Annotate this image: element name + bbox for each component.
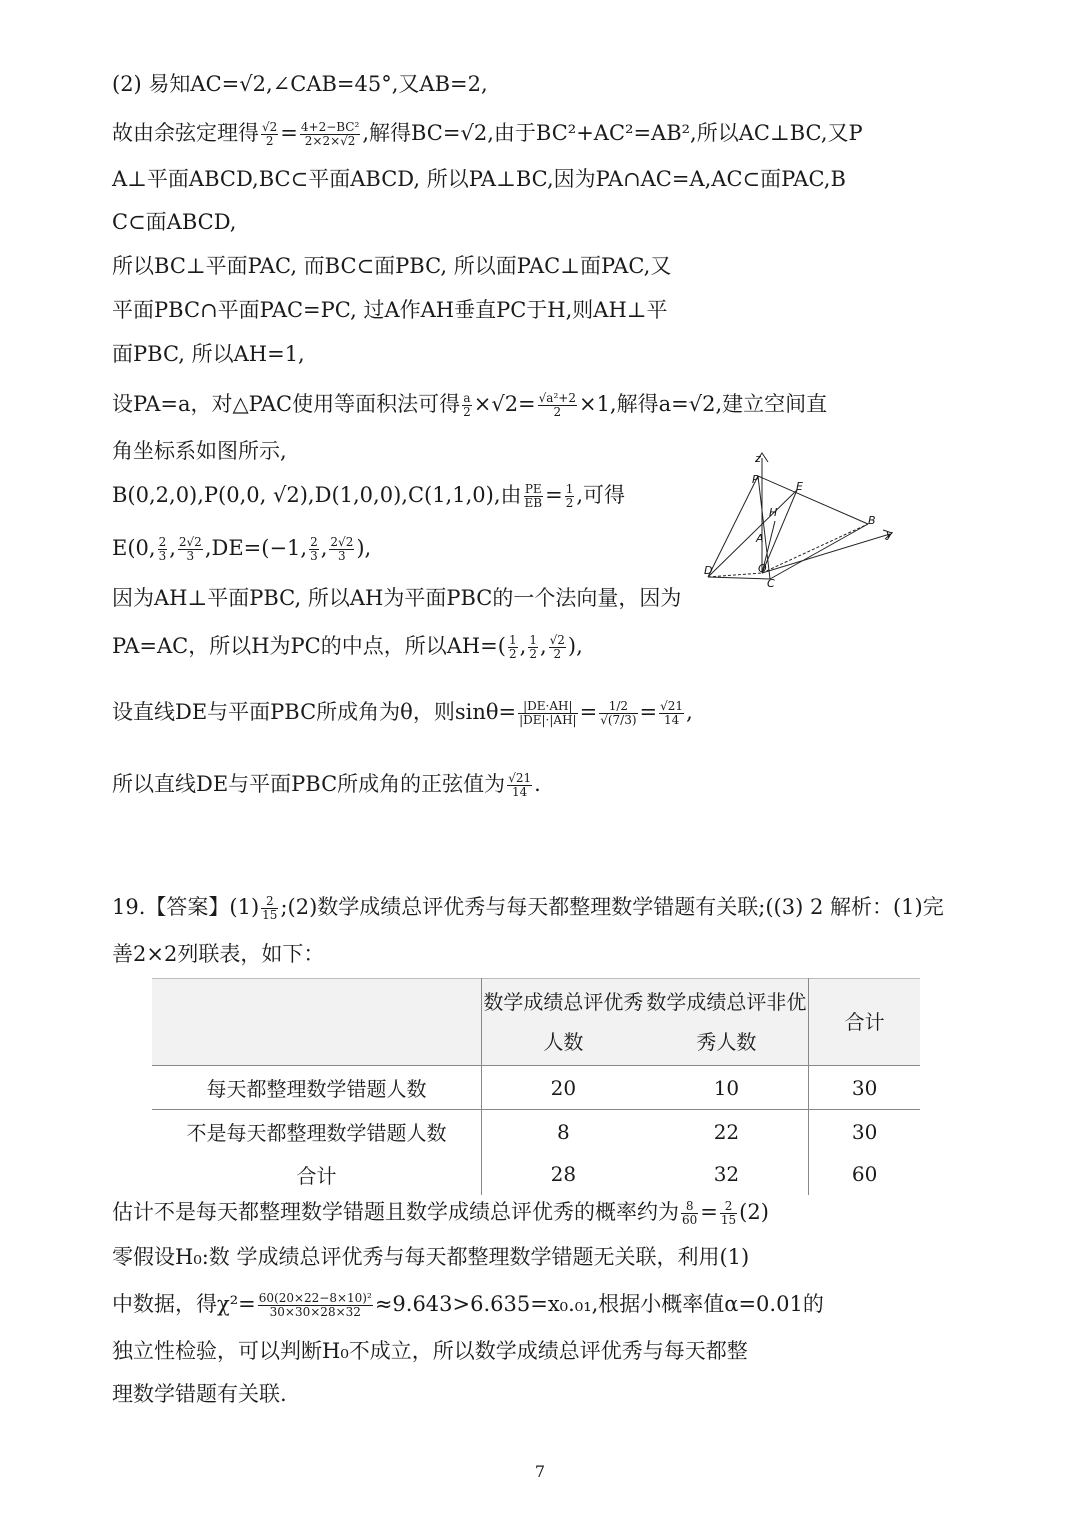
numerator: 1/2 [599,700,637,714]
text: 19.【答案】(1) [112,895,260,919]
sol-line-14 [112,698,693,727]
denominator: 14 [512,785,528,799]
header-cell: 数学成绩总评非优秀人数 [645,979,809,1066]
edge-do [708,573,762,577]
table-cell: 60 [851,1162,878,1186]
text: ), [356,536,372,560]
fraction [518,700,578,727]
denominator: 2 [553,405,562,419]
sol-line-2 [112,119,863,148]
denominator: 14 [663,713,680,727]
text: . [534,772,541,796]
text: 设直线DE与平面PBC所成角为θ，则sinθ= [112,700,517,724]
fraction [524,483,544,510]
fraction [538,392,577,419]
denominator: 2 [265,134,274,148]
denominator: 60 [682,1213,698,1227]
numerator: √2 [262,120,278,134]
point-label-c: C [767,577,775,590]
denominator: 2 [529,647,537,661]
sol-line-15 [112,770,541,799]
table-row [152,1066,920,1110]
q19-line-6: 独立性检验，可以判断H₀不成立，所以数学成绩总评优秀与每天都整 [112,1339,748,1363]
q19-line-3 [112,1198,769,1227]
denominator: 3 [158,549,167,563]
table-cell: 30 [851,1119,878,1144]
fraction [158,536,168,563]
fraction [261,895,278,922]
edge-dc [708,577,770,579]
text: (2) [739,1200,769,1224]
contingency-table [152,978,920,1195]
numerator: 2√2 [330,535,354,549]
table-cell: 22 [645,1110,809,1154]
denominator: 30×30×28×32 [269,1305,361,1319]
page-number: 7 [534,1462,546,1481]
text: PA=AC，所以H为PC的中点，所以AH=( [112,634,506,658]
point-label-p: P [752,473,759,486]
table-cell: 8 [556,1119,570,1144]
table-cell: 合计 [152,1153,482,1195]
denominator: √(7/3) [600,713,637,727]
point-label-h: H [769,506,778,519]
text: = [579,700,598,724]
denominator: 15 [262,908,278,922]
text: 中数据，得χ²= [112,1292,256,1316]
text: = [639,700,658,724]
text: 设PA=a，对△PAC使用等面积法可得 [112,392,461,416]
sol-line-6: 平面PBC∩平面PAC=PC, 过A作AH垂直PC于H,则AH⊥平 [112,298,668,322]
sol-line-12: 因为AH⊥平面PBC, 所以AH为平面PBC的一个法向量，因为 [112,586,682,610]
fraction [258,1292,373,1319]
fraction [462,392,472,419]
denominator: 15 [720,1213,737,1227]
fraction [508,634,518,661]
sol-line-13 [112,632,583,661]
table-cell: 不是每天都整理数学错题人数 [152,1110,482,1154]
table-cell: 20 [482,1066,645,1110]
denominator: 2×2×√2 [304,134,356,148]
numerator: 4+2−BC² [300,120,360,134]
denominator: 3 [310,549,318,563]
segment-ed [708,490,797,577]
fraction [565,483,575,510]
text: = [545,483,563,507]
header-cell: 合计 [809,979,920,1066]
fraction [300,121,360,148]
table-row [152,1153,920,1195]
table-header-row [152,979,920,1066]
sol-line-4: C⊂面ABCD, [112,210,237,234]
point-label-d: D [704,564,713,577]
fraction [178,536,203,563]
sol-line-10 [112,481,625,510]
fraction [329,536,354,563]
header-cell: 数学成绩总评优秀人数 [482,979,645,1066]
q19-line-1 [112,893,944,922]
sol-line-9: 角坐标系如图所示, [112,439,287,463]
text: ;(2)数学成绩总评优秀与每天都整理数学错题有关联;((3) 2 解析：(1)完 [280,895,944,919]
denominator: 3 [338,549,346,563]
text: , [519,634,527,658]
table-cell: 10 [645,1066,809,1110]
numerator: 2 [158,535,167,549]
numerator: √a²+2 [538,391,576,405]
numerator: 60(20×22−8×10)² [258,1291,372,1305]
text: E(0, [112,536,156,560]
fraction [309,536,319,563]
axis-label-z: z [755,452,761,465]
edge-pd [708,476,758,577]
numerator: √2 [549,633,565,647]
fraction [599,700,637,727]
denominator: EB [524,496,543,510]
fraction [681,1200,698,1227]
text: 所以直线DE与平面PBC所成角的正弦值为 [112,772,506,796]
denominator: 2 [463,405,471,419]
sol-line-1: (2) 易知AC=√2,∠CAB=45°,又AB=2, [112,72,488,96]
pyramid-coordinate-figure [700,448,900,593]
numerator: 2√2 [178,535,202,549]
axis-label-y: y [886,528,893,541]
numerator: a [463,391,471,405]
table-cell: 28 [550,1162,577,1186]
text: , [686,700,693,724]
numerator: PE [524,482,542,496]
numerator: √21 [508,771,532,785]
sol-line-3: A⊥平面ABCD,BC⊂平面ABCD, 所以PA⊥BC,因为PA∩AC=A,AC⊂面PAC,B [112,167,846,191]
text: ,DE=(−1, [204,536,308,560]
fraction [528,634,538,661]
q19-line-5 [112,1290,824,1319]
numerator: √21 [660,699,684,713]
edge-cb [770,524,868,579]
text: ), [567,634,583,658]
q19-line-7: 理数学错题有关联. [112,1382,287,1406]
denominator: |DE|·|AH| [519,713,577,727]
sol-line-7: 面PBC, 所以AH=1, [112,342,305,366]
fraction [507,772,532,799]
sol-line-5: 所以BC⊥平面PAC, 而BC⊂面PBC, 所以面PAC⊥面PAC,又 [112,254,672,278]
q19-line-2: 善2×2列联表，如下： [112,942,325,966]
point-label-b: B [868,514,876,527]
text: ×√2= [473,392,536,416]
text: ,可得 [576,483,626,507]
text: , [169,536,176,560]
fraction [720,1200,737,1227]
text: 估计不是每天都整理数学错题且数学成绩总评优秀的概率约为 [112,1200,679,1224]
table-cell: 30 [809,1066,920,1110]
q19-line-4: 零假设H₀:数 学成绩总评优秀与每天都整理数学错题无关联，利用(1) [112,1245,750,1269]
sol-line-11 [112,534,371,563]
table-cell: 32 [645,1153,809,1195]
text: B(0,2,0),P(0,0, √2),D(1,0,0),C(1,1,0),由 [112,483,522,507]
fraction [659,700,684,727]
y-axis [762,534,890,573]
text: ,解得BC=√2,由于BC²+AC²=AB²,所以AC⊥BC,又P [362,121,863,145]
table-row [152,1110,920,1154]
text: , [320,536,328,560]
edge-ab [762,524,868,573]
point-label-e: E [796,480,803,493]
denominator: 2 [565,496,574,510]
fraction [549,634,566,661]
sol-line-8 [112,390,827,419]
numerator: 2 [720,1200,737,1214]
segment-eo [762,490,797,573]
numerator: 1 [508,633,517,647]
text: = [700,1200,718,1224]
denominator: 3 [186,549,195,563]
fraction [261,121,278,148]
denominator: 2 [553,647,562,661]
numerator: 2 [261,895,278,909]
point-label-a: A [756,532,764,545]
text: = [280,121,298,145]
numerator: 8 [681,1200,698,1214]
numerator: 1 [565,482,574,496]
text: ≈9.643>6.635=x₀.₀₁,根据小概率值α=0.01的 [374,1292,824,1316]
text: , [539,634,547,658]
numerator: |DE·AH| [518,700,578,714]
denominator: 2 [508,647,517,661]
text: 故由余弦定理得 [112,121,259,145]
numerator: 1 [529,633,537,647]
numerator: 2 [310,535,318,549]
table-cell: 每天都整理数学错题人数 [152,1066,482,1110]
header-cell [152,979,482,1066]
point-label-o: O [758,562,767,575]
text: ×1,解得a=√2,建立空间直 [578,392,828,416]
